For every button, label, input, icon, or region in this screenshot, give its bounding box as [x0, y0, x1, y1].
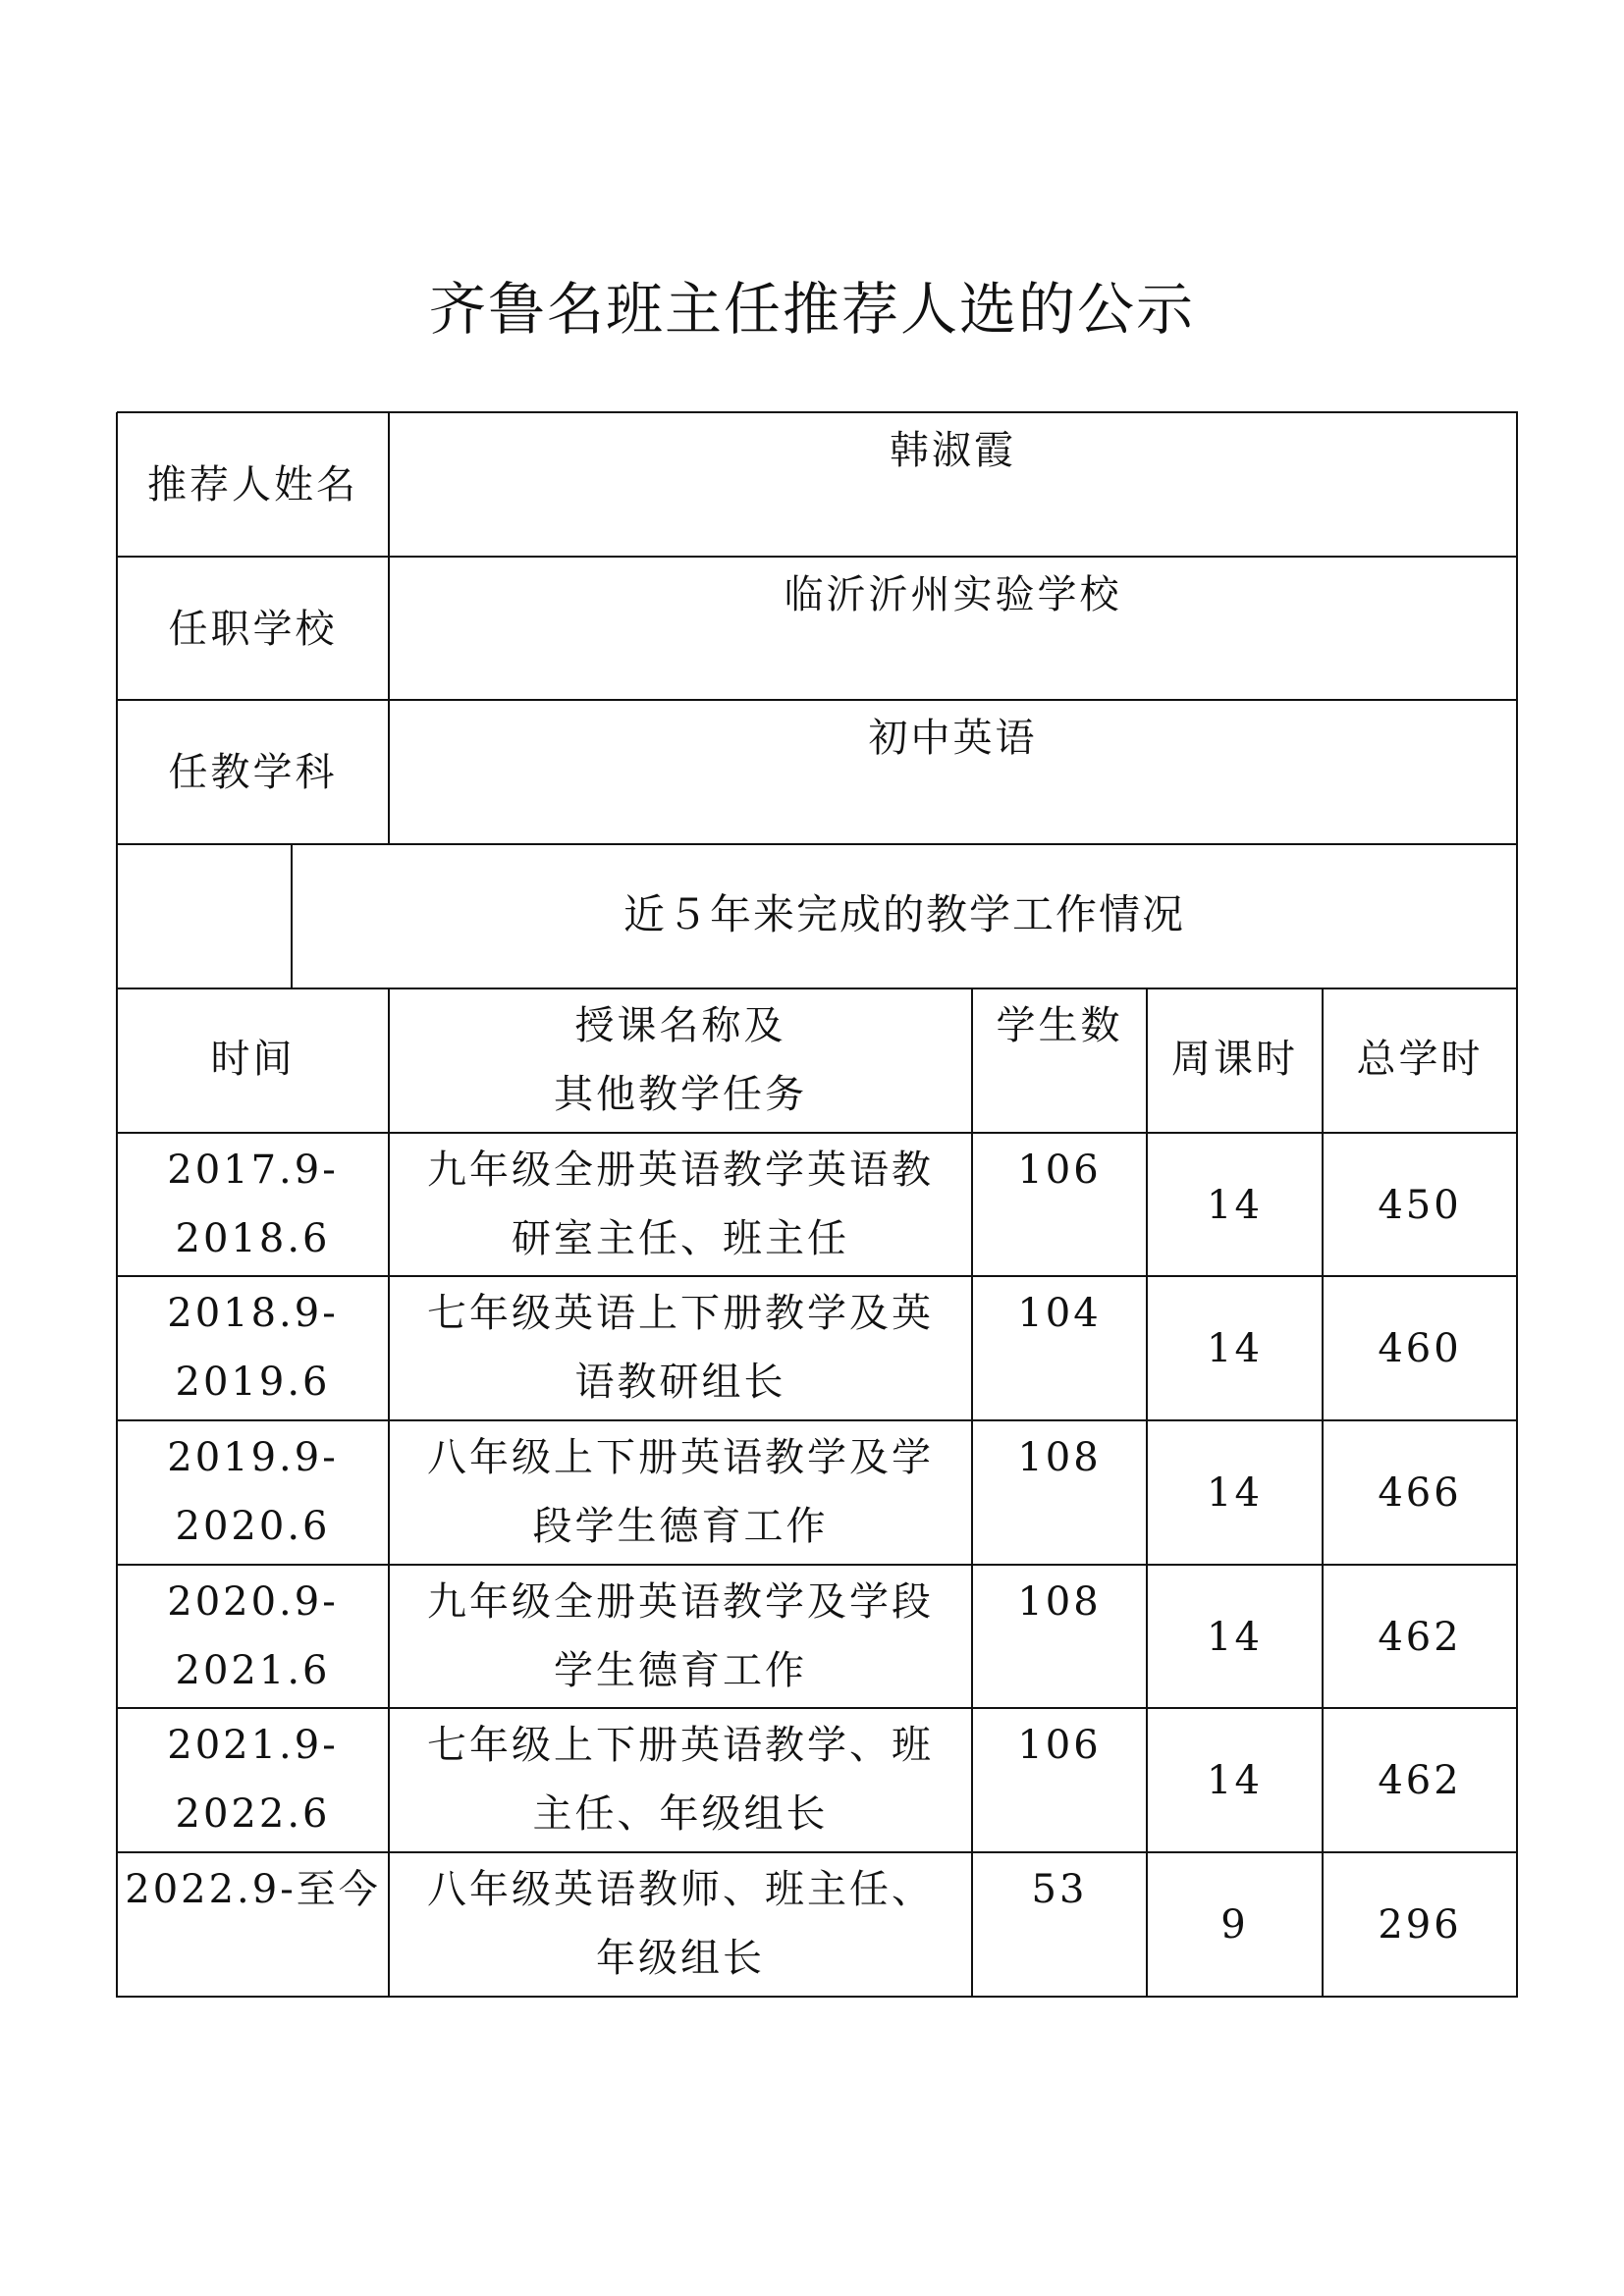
field-value-school: 临沂沂州实验学校	[784, 572, 1122, 617]
table-hline	[117, 699, 1518, 701]
column-header-time: 时间	[210, 1037, 296, 1082]
row-weekly-hours: 14	[1207, 1326, 1263, 1371]
row-total-hours: 466	[1378, 1470, 1462, 1516]
row-course: 八年级上下册英语教学及学	[427, 1435, 934, 1480]
row-course: 九年级全册英语教学英语教	[427, 1148, 934, 1193]
row-students: 108	[1017, 1579, 1102, 1625]
row-time-end: 2022.6	[175, 1791, 331, 1837]
field-value-name: 韩淑霞	[890, 428, 1016, 473]
column-header-weekly-hours: 周课时	[1171, 1037, 1298, 1082]
row-total-hours: 462	[1378, 1615, 1462, 1660]
row-students: 53	[1031, 1867, 1088, 1912]
row-weekly-hours: 14	[1207, 1183, 1263, 1228]
row-weekly-hours: 9	[1220, 1902, 1249, 1948]
row-time-end: 2019.6	[175, 1360, 331, 1405]
row-time: 2019.9-	[167, 1435, 339, 1480]
row-time: 2021.9-	[167, 1723, 339, 1768]
table-hline	[117, 1851, 1518, 1853]
row-total-hours: 460	[1378, 1326, 1462, 1371]
row-time-end: 2018.6	[175, 1216, 331, 1261]
row-time-end: 2020.6	[175, 1504, 331, 1549]
row-total-hours: 296	[1378, 1902, 1462, 1948]
row-course: 九年级全册英语教学及学段	[427, 1579, 934, 1625]
row-course-line2: 年级组长	[596, 1936, 765, 1981]
table-hline	[117, 843, 1518, 845]
column-header-course: 授课名称及	[574, 1003, 786, 1048]
field-label-name: 推荐人姓名	[147, 462, 358, 507]
row-time: 2022.9-至今	[125, 1867, 381, 1912]
field-value-subject: 初中英语	[868, 716, 1038, 761]
table-hline	[117, 1275, 1518, 1277]
row-time: 2020.9-	[167, 1579, 339, 1625]
row-students: 104	[1017, 1291, 1102, 1336]
column-header-total-hours: 总学时	[1356, 1037, 1484, 1082]
field-label-school: 任职学校	[168, 607, 338, 652]
row-course-line2: 学生德育工作	[554, 1648, 807, 1693]
row-time-end: 2021.6	[175, 1648, 331, 1693]
row-weekly-hours: 14	[1207, 1470, 1263, 1516]
table-hline	[117, 1996, 1518, 1998]
row-course: 七年级英语上下册教学及英	[427, 1291, 934, 1336]
table-hline	[117, 556, 1518, 558]
table-hline	[117, 411, 1518, 413]
row-time: 2017.9-	[167, 1148, 339, 1193]
column-header-students: 学生数	[996, 1003, 1123, 1048]
row-course-line2: 研室主任、班主任	[512, 1216, 849, 1261]
page-title: 齐鲁名班主任推荐人选的公示	[428, 276, 1195, 343]
row-students: 108	[1017, 1435, 1102, 1480]
column-header-course-line2: 其他教学任务	[554, 1072, 807, 1117]
row-course: 八年级英语教师、班主任、	[427, 1867, 934, 1912]
row-time: 2018.9-	[167, 1291, 339, 1336]
row-course: 七年级上下册英语教学、班	[427, 1723, 934, 1768]
field-label-subject: 任教学科	[168, 750, 338, 795]
row-total-hours: 450	[1378, 1183, 1462, 1228]
row-total-hours: 462	[1378, 1758, 1462, 1803]
row-students: 106	[1017, 1148, 1102, 1193]
table-hline	[117, 1419, 1518, 1421]
row-course-line2: 段学生德育工作	[532, 1504, 829, 1549]
row-course-line2: 主任、年级组长	[532, 1791, 829, 1837]
table-hline	[117, 1707, 1518, 1709]
table-hline	[117, 1132, 1518, 1134]
row-students: 106	[1017, 1723, 1102, 1768]
row-weekly-hours: 14	[1207, 1758, 1263, 1803]
table-hline	[117, 988, 1518, 989]
row-weekly-hours: 14	[1207, 1615, 1263, 1660]
section-heading: 近５年来完成的教学工作情况	[623, 890, 1185, 938]
table-hline	[117, 1564, 1518, 1566]
row-course-line2: 语教研组长	[574, 1360, 786, 1405]
